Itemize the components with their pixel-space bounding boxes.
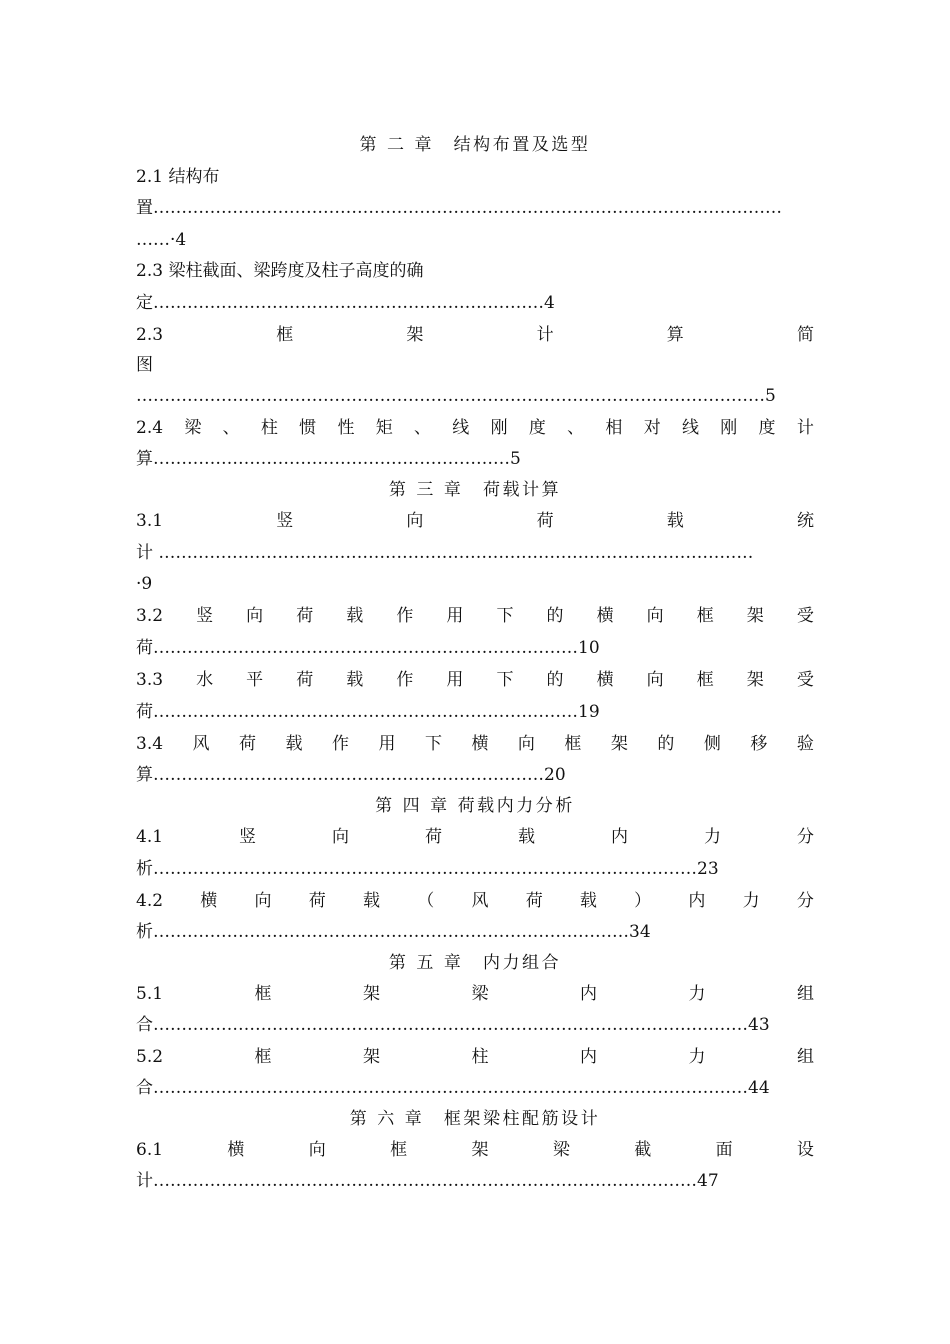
toc-word: 力 bbox=[703, 827, 721, 847]
toc-word: 、 bbox=[414, 418, 432, 438]
chapter-5-heading: 第 五 章 内力组合 bbox=[388, 953, 562, 973]
toc-word: 、 bbox=[222, 418, 240, 438]
toc-word: 度 bbox=[758, 418, 776, 438]
toc-word: 侧 bbox=[703, 734, 721, 754]
toc-word: 度 bbox=[528, 418, 546, 438]
toc-entry-3-1-line1 bbox=[136, 506, 814, 536]
toc-word: 横 bbox=[200, 891, 218, 911]
toc-word: 下 bbox=[424, 734, 442, 754]
toc-word: 框 bbox=[390, 1140, 408, 1160]
toc-word: 架 bbox=[363, 1047, 381, 1067]
toc-word: 刚 bbox=[490, 418, 508, 438]
toc-word: 架 bbox=[746, 606, 764, 626]
toc-word: 力 bbox=[688, 1047, 706, 1067]
chapter-6-heading: 第 六 章 框架梁柱配筋设计 bbox=[349, 1109, 601, 1129]
toc-entry-4-2-line2: 析…………………………………………………………………………34 bbox=[136, 922, 651, 942]
toc-entry-2-4-line1 bbox=[136, 413, 814, 443]
toc-word: 载 bbox=[579, 891, 597, 911]
toc-word: 力 bbox=[688, 984, 706, 1004]
toc-word: 线 bbox=[452, 418, 470, 438]
toc-word: 作 bbox=[331, 734, 349, 754]
toc-word: 移 bbox=[750, 734, 768, 754]
toc-word: 线 bbox=[681, 418, 699, 438]
toc-word: 柱 bbox=[260, 418, 278, 438]
chapter-2-heading: 第 二 章 结构布置及选型 bbox=[359, 135, 591, 155]
toc-entry-3-2-line1 bbox=[136, 601, 814, 631]
toc-entry-3-1-line2: 计 …………………………………………………………………………………………… bbox=[136, 543, 754, 563]
toc-entry-2-3b-line3: …………………………………………………………………………………………………5 bbox=[136, 386, 776, 406]
toc-word: 荷 bbox=[296, 606, 314, 626]
toc-word: 下 bbox=[496, 606, 514, 626]
toc-word: 向 bbox=[308, 1140, 326, 1160]
toc-word: 框 bbox=[696, 606, 714, 626]
toc-word: 竖 bbox=[276, 511, 294, 531]
toc-word: 简 bbox=[796, 325, 814, 345]
toc-word: 计 bbox=[796, 418, 814, 438]
toc-word: 载 bbox=[346, 606, 364, 626]
toc-word: 下 bbox=[496, 670, 514, 690]
toc-entry-2-3b-line1 bbox=[136, 320, 814, 350]
toc-entry-4-2-line1 bbox=[136, 886, 814, 916]
toc-word: 框 bbox=[696, 670, 714, 690]
toc-word: 相 bbox=[605, 418, 623, 438]
toc-word: 3.4 bbox=[136, 734, 164, 754]
toc-word: 受 bbox=[796, 606, 814, 626]
toc-word: 水 bbox=[196, 670, 214, 690]
toc-word: 竖 bbox=[239, 827, 257, 847]
toc-entry-3-3-line2: 荷…………………………………………………………………19 bbox=[136, 702, 600, 722]
toc-word: 梁 bbox=[552, 1140, 570, 1160]
toc-entry-2-1-line1: 2.1 结构布 bbox=[136, 167, 220, 187]
toc-word: 框 bbox=[254, 1047, 272, 1067]
toc-entry-5-2-line1 bbox=[136, 1042, 814, 1072]
toc-entry-2-1-line3: ……·4 bbox=[136, 230, 187, 250]
toc-word: 横 bbox=[471, 734, 489, 754]
toc-word: 向 bbox=[646, 670, 664, 690]
toc-word: 2.4 bbox=[136, 418, 164, 438]
toc-entry-6-1-line1 bbox=[136, 1135, 814, 1165]
toc-word: 组 bbox=[796, 984, 814, 1004]
toc-word: 5.1 bbox=[136, 984, 164, 1004]
toc-word: 向 bbox=[246, 606, 264, 626]
toc-word: 分 bbox=[796, 827, 814, 847]
toc-word: 荷 bbox=[525, 891, 543, 911]
toc-word: 的 bbox=[546, 670, 564, 690]
toc-word: 载 bbox=[666, 511, 684, 531]
toc-word: 梁 bbox=[184, 418, 202, 438]
toc-word: 5.2 bbox=[136, 1047, 164, 1067]
toc-entry-6-1-line2: 计……………………………………………………………………………………47 bbox=[136, 1171, 719, 1191]
toc-word: 梁 bbox=[471, 984, 489, 1004]
toc-word: 框 bbox=[564, 734, 582, 754]
toc-word: 向 bbox=[646, 606, 664, 626]
toc-word: 的 bbox=[657, 734, 675, 754]
toc-word: 刚 bbox=[720, 418, 738, 438]
toc-word: 架 bbox=[746, 670, 764, 690]
toc-word: 架 bbox=[471, 1140, 489, 1160]
toc-entry-2-3b-line2: 图 bbox=[136, 355, 153, 375]
toc-entry-5-2-line2: 合……………………………………………………………………………………………44 bbox=[136, 1078, 770, 1098]
toc-word: 载 bbox=[517, 827, 535, 847]
toc-entry-3-1-line3: ·9 bbox=[136, 574, 153, 594]
toc-word: 验 bbox=[796, 734, 814, 754]
toc-word: 组 bbox=[796, 1047, 814, 1067]
toc-word: 荷 bbox=[425, 827, 442, 847]
toc-word: 惯 bbox=[299, 418, 317, 438]
toc-word: 用 bbox=[378, 734, 396, 754]
chapter-4-heading: 第 四 章 荷载内力分析 bbox=[375, 796, 575, 816]
toc-entry-5-1-line2: 合……………………………………………………………………………………………43 bbox=[136, 1015, 770, 1035]
toc-word: 4.2 bbox=[136, 891, 164, 911]
toc-word: 3.1 bbox=[136, 511, 164, 531]
toc-word: 风 bbox=[471, 891, 489, 911]
toc-word: 3.3 bbox=[136, 670, 164, 690]
toc-word: 载 bbox=[362, 891, 380, 911]
toc-entry-4-1-line1 bbox=[136, 822, 814, 852]
toc-word: 横 bbox=[596, 670, 614, 690]
toc-entry-2-1-line2: 置………………………………………………………………………………………………… bbox=[136, 198, 782, 218]
toc-word: 计 bbox=[536, 325, 554, 345]
toc-word: 向 bbox=[517, 734, 535, 754]
toc-word: 荷 bbox=[536, 511, 554, 531]
toc-word: 荷 bbox=[239, 734, 257, 754]
toc-word: 算 bbox=[666, 325, 684, 345]
toc-word: 受 bbox=[796, 670, 814, 690]
toc-word: 柱 bbox=[471, 1047, 489, 1067]
toc-word: 内 bbox=[688, 891, 706, 911]
toc-word: 的 bbox=[546, 606, 564, 626]
toc-word: 截 bbox=[634, 1140, 652, 1160]
toc-word: 2.3 bbox=[136, 325, 164, 345]
toc-word: 设 bbox=[796, 1140, 814, 1160]
toc-word: 6.1 bbox=[136, 1140, 164, 1160]
toc-entry-2-3a-line2: 定……………………………………………………………4 bbox=[136, 293, 555, 313]
toc-word: 框 bbox=[276, 325, 294, 345]
toc-word: 作 bbox=[396, 670, 414, 690]
toc-word: 力 bbox=[742, 891, 760, 911]
toc-word: 对 bbox=[643, 418, 661, 438]
toc-word: 向 bbox=[332, 827, 350, 847]
toc-word: 横 bbox=[227, 1140, 245, 1160]
toc-entry-2-3a-line1: 2.3 梁柱截面、梁跨度及柱子高度的确 bbox=[136, 261, 424, 281]
toc-word: 向 bbox=[254, 891, 272, 911]
toc-entry-5-1-line1 bbox=[136, 979, 814, 1009]
toc-word: 荷 bbox=[296, 670, 314, 690]
toc-entry-3-4-line2: 算……………………………………………………………20 bbox=[136, 765, 566, 785]
toc-word: 框 bbox=[254, 984, 272, 1004]
toc-entry-2-4-line2: 算………………………………………………………5 bbox=[136, 449, 521, 469]
toc-word: ） bbox=[634, 891, 652, 911]
toc-word: 矩 bbox=[375, 418, 393, 438]
toc-word: 横 bbox=[596, 606, 614, 626]
toc-word: 架 bbox=[363, 984, 381, 1004]
toc-entry-3-3-line1 bbox=[136, 665, 814, 695]
toc-word: 竖 bbox=[196, 606, 214, 626]
toc-word: 3.2 bbox=[136, 606, 164, 626]
toc-word: 性 bbox=[337, 418, 355, 438]
toc-word: 向 bbox=[406, 511, 424, 531]
toc-word: 内 bbox=[579, 1047, 597, 1067]
toc-word: （ bbox=[417, 891, 435, 911]
toc-entry-4-1-line2: 析……………………………………………………………………………………23 bbox=[136, 859, 719, 879]
toc-word: 分 bbox=[796, 891, 814, 911]
toc-word: 作 bbox=[396, 606, 414, 626]
toc-word: 面 bbox=[715, 1140, 733, 1160]
toc-word: 架 bbox=[610, 734, 628, 754]
toc-word: 载 bbox=[346, 670, 364, 690]
toc-entry-3-2-line2: 荷…………………………………………………………………10 bbox=[136, 638, 600, 658]
toc-word: 4.1 bbox=[136, 827, 164, 847]
toc-word: 、 bbox=[567, 418, 585, 438]
toc-word: 用 bbox=[446, 606, 464, 626]
toc-entry-3-4-line1 bbox=[136, 729, 814, 759]
toc-word: 荷 bbox=[308, 891, 326, 911]
toc-word: 内 bbox=[579, 984, 597, 1004]
toc-word: 载 bbox=[285, 734, 303, 754]
chapter-3-heading: 第 三 章 荷载计算 bbox=[388, 480, 562, 500]
toc-word: 用 bbox=[446, 670, 464, 690]
toc-word: 内 bbox=[610, 827, 628, 847]
toc-word: 架 bbox=[406, 325, 424, 345]
toc-word: 统 bbox=[796, 511, 814, 531]
toc-word: 风 bbox=[192, 734, 210, 754]
toc-word: 平 bbox=[246, 670, 264, 690]
